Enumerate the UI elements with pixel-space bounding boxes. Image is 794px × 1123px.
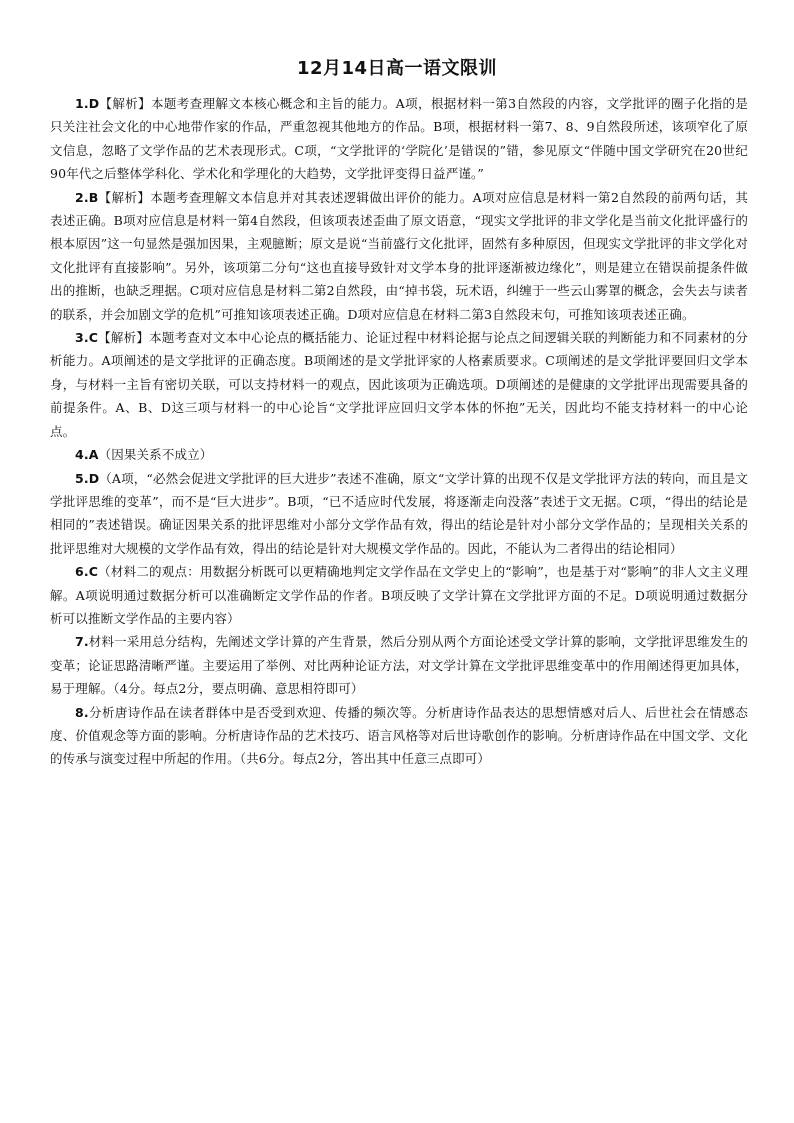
answer-number: 7. <box>75 634 89 650</box>
answer-text: 分析唐诗作品在读者群体中是否受到欢迎、传播的频次等。分析唐诗作品表达的思想情感对后人、后世社会在情感态度、价值观念等方面的影响。分析唐诗作品的艺术技巧、语言风格等对后世诗歌创作的影响。分析唐诗作品在中国文学、文化的传承与演变过程中所起的作用。（共6分。每点2分，答出其中任意三点即可） <box>50 704 748 767</box>
answer-number: 6.C <box>75 564 99 580</box>
answer-item-2 <box>50 186 748 326</box>
answer-text: 【解析】本题考查理解文本信息并对其表述逻辑做出评价的能力。A项对应信息是材料一第2自然段的前两句话，其表述正确。B项对应信息是材料一第4自然段，但该项表述歪曲了原文语意，“现实文学批评的非文学化是当前文化批评盛行的根本原因”这一句显然是强加因果，主观臆断；原文是说“当前盛行文化批评，固然有多种原因，但现实文学批评的非文学化对文化批评有直接影响”。另外，该项第二分句“这也直接导致针对文学本身的批评逐渐被边缘化”，则是建立在错误前提条件做出的推断，也缺乏理据。C项对应信息是材料二第2自然段，由“掉书袋，玩术语，纠缠于一些云山雾罩的概念，会失去与读者的联系，并会加剧文学的危机”可推知该项表述正确。D项对应信息在材料二第3自然段末句，可推知该项表述正确。 <box>50 189 748 322</box>
answer-text: （材料二的观点：用数据分析既可以更精确地判定文学作品在文学史上的“影响”，也是基于对“影响”的非人文主义理解。A项说明通过数据分析可以准确断定文学作品的作者。B项反映了文学计算在文学批评方面的不足。D项说明通过数据分析可以推断文学作品的主要内容） <box>50 564 748 626</box>
answer-number: 5.D <box>75 470 100 486</box>
answer-number: 4.A <box>75 447 99 463</box>
answer-item-8 <box>50 701 748 771</box>
page-title: 12月14日高一语文限训 <box>296 58 498 79</box>
answer-number: 2.B <box>75 189 99 205</box>
answer-item-7 <box>50 630 748 700</box>
answer-text: 【解析】本题考查对文本中心论点的概括能力、论证过程中材料论据与论点之间逻辑关联的判断能力和不同素材的分析能力。A项阐述的是文学批评的正确态度。B项阐述的是文学批评家的人格素质要求。C项阐述的是文学批评要回归文学本身，与材料一主旨有密切关联，可以支持材料一的观点，因此该项为正确选项。D项阐述的是健康的文学批评出现需要具备的前提条件。A、B、D这三项与材料一的中心论旨“文学批评应回归文学本体的怀抱”无关，因此均不能支持材料一的中心论点。 <box>50 330 748 439</box>
answer-item-3 <box>50 326 748 443</box>
answer-number: 1.D <box>75 96 100 111</box>
answer-text: （因果关系不成立） <box>98 447 213 463</box>
answer-item-1 <box>50 92 748 186</box>
answer-text: 【解析】本题考查理解文本核心概念和主旨的能力。A项，根据材料一第3自然段的内容，文学批评的圈子化指的是只关注社会文化的中心地带作家的作品，严重忽视其他地方的作品。B项，根据材料一第7、8、9自然段所述，该项窄化了原文信息，忽略了文学作品的艺术表现形式。C项，“文学批评的‘学院化’是错误的”错，参见原文“伴随中国文学研究在20世纪90年代之后整体学科化、学术化和学理化的大趋势，文学批评变得日益严谨。” <box>50 96 748 182</box>
answer-text: 材料一采用总分结构，先阐述文学计算的产生背景，然后分别从两个方面论述受文学计算的影响，文学批评思维发生的变革；论证思路清晰严谨。主要运用了举例、对比两种论证方法，对文学计算在文学批评思维变革中的作用阐述得更加具体，易于理解。（4分。每点2分，要点明确、意思相符即可） <box>50 634 748 697</box>
answer-text: （A项，“必然会促进文学批评的巨大进步”表述不准确，原文“文学计算的出现不仅是文学批评方法的转向，而且是文学批评思维的变革”，而不是“巨大进步”。B项，“已不适应时代发展，将逐渐走向没落”表述于文无据。C项，“得出的结论是相同的”表述错误。确证因果关系的批评思维对小部分文学作品有效，得出的结论是针对小部分文学作品的；呈现相关关系的批评思维对大规模的文学作品有效，得出的结论是针对大规模文学作品的。因此，不能认为二者得出的结论相同） <box>50 470 748 556</box>
answer-number: 8. <box>75 704 89 720</box>
answer-number: 3.C <box>75 330 99 346</box>
answer-list <box>50 92 748 771</box>
answer-item-4 <box>50 443 748 466</box>
answer-item-5 <box>50 467 748 561</box>
answer-item-6 <box>50 560 748 630</box>
